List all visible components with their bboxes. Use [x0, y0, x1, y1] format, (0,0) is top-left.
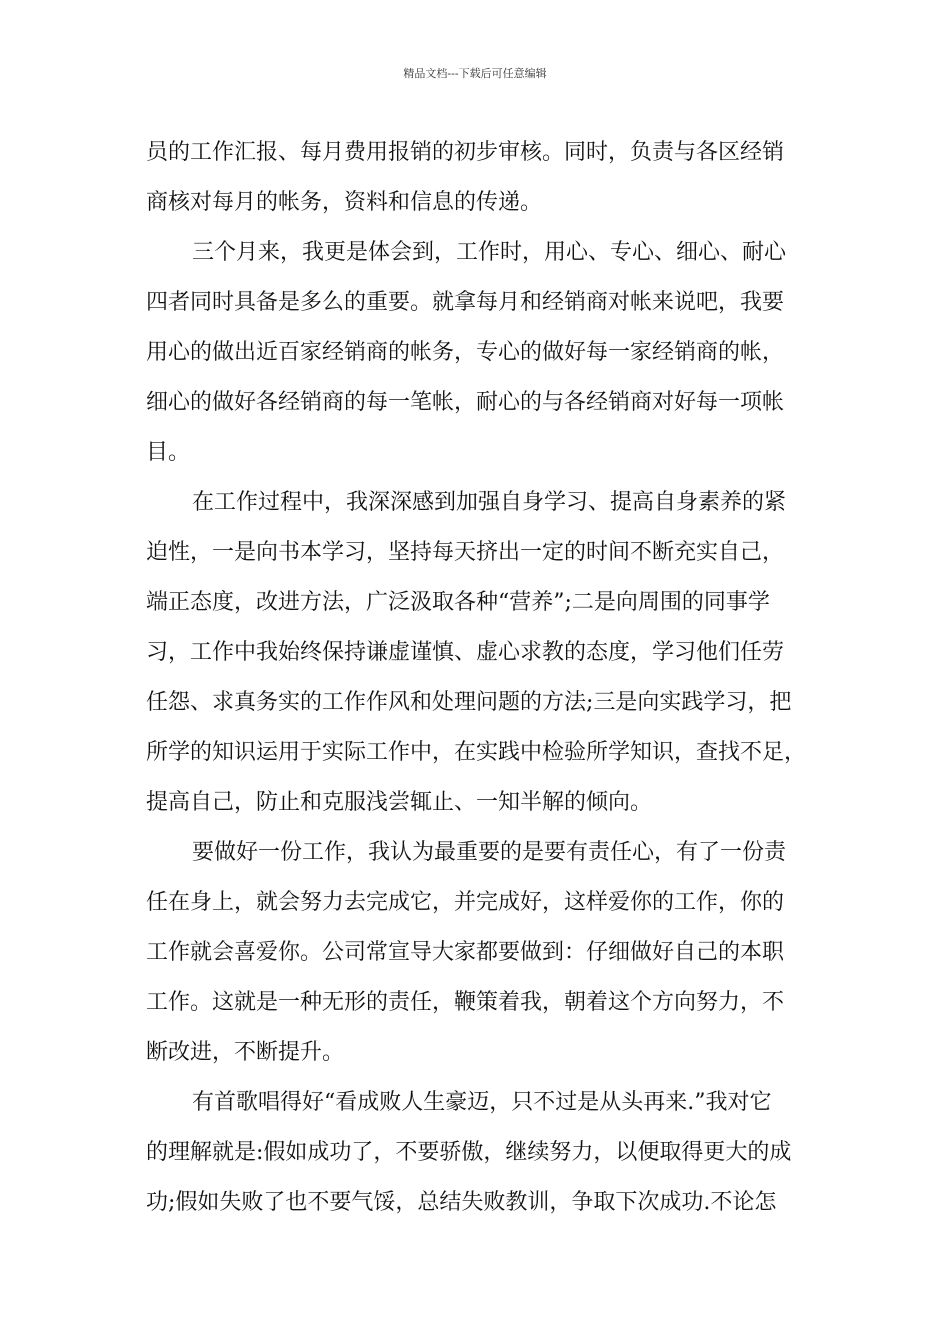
paragraph-5 — [146, 1078, 826, 1228]
text-line: 要做好一份工作，我认为最重要的是要有责任心，有了一份责 — [192, 840, 787, 865]
text-line: 工作。这就是一种无形的责任，鞭策着我，朝着这个方向努力，不 — [146, 990, 785, 1015]
text-line: 三个月来，我更是体会到，工作时，用心、专心、细心、耐心 — [192, 240, 787, 265]
text-line: 用心的做出近百家经销商的帐务，专心的做好每一家经销商的帐， — [146, 340, 785, 365]
text-line: 工作就会喜爱你。公司常宣导大家都要做到：仔细做好自己的本职 — [146, 940, 785, 965]
text-line: 员的工作汇报、每月费用报销的初步审核。同时，负责与各区经销 — [146, 140, 785, 165]
text-line: 的理解就是:假如成功了，不要骄傲，继续努力，以便取得更大的成 — [146, 1140, 792, 1165]
text-line: 断改进，不断提升。 — [146, 1040, 345, 1065]
text-line: 迫性，一是向书本学习，坚持每天挤出一定的时间不断充实自己， — [146, 540, 785, 565]
paragraph-4 — [146, 828, 826, 1078]
text-line: 端正态度，改进方法，广泛汲取各种“营养”;二是向周围的同事学 — [146, 590, 770, 615]
text-line: 提高自己，防止和克服浅尝辄止、一知半解的倾向。 — [146, 790, 653, 815]
text-line: 功;假如失败了也不要气馁，总结失败教训，争取下次成功.不论怎 — [146, 1190, 777, 1215]
document-body — [146, 128, 826, 1228]
paragraph-1 — [146, 128, 826, 228]
page-header: 精品文档---下载后可任意编辑 — [403, 67, 547, 80]
text-line: 在工作过程中，我深深感到加强自身学习、提高自身素养的紧 — [192, 490, 787, 515]
text-line: 四者同时具备是多么的重要。就拿每月和经销商对帐来说吧，我要 — [146, 290, 785, 315]
paragraph-2 — [146, 228, 826, 478]
text-line: 所学的知识运用于实际工作中，在实践中检验所学知识，查找不足， — [146, 740, 807, 765]
text-line: 任怨、求真务实的工作作风和处理问题的方法;三是向实践学习，把 — [146, 690, 792, 715]
text-line: 任在身上，就会努力去完成它，并完成好，这样爱你的工作，你的 — [146, 890, 785, 915]
text-line: 商核对每月的帐务，资料和信息的传递。 — [146, 190, 543, 215]
text-line: 习，工作中我始终保持谦虚谨慎、虚心求教的态度，学习他们任劳 — [146, 640, 785, 665]
paragraph-3 — [146, 478, 826, 828]
text-line: 有首歌唱得好“看成败人生豪迈，只不过是从头再来.”我对它 — [192, 1090, 772, 1115]
text-line: 目。 — [146, 440, 191, 465]
text-line: 细心的做好各经销商的每一笔帐，耐心的与各经销商对好每一项帐 — [146, 390, 785, 415]
